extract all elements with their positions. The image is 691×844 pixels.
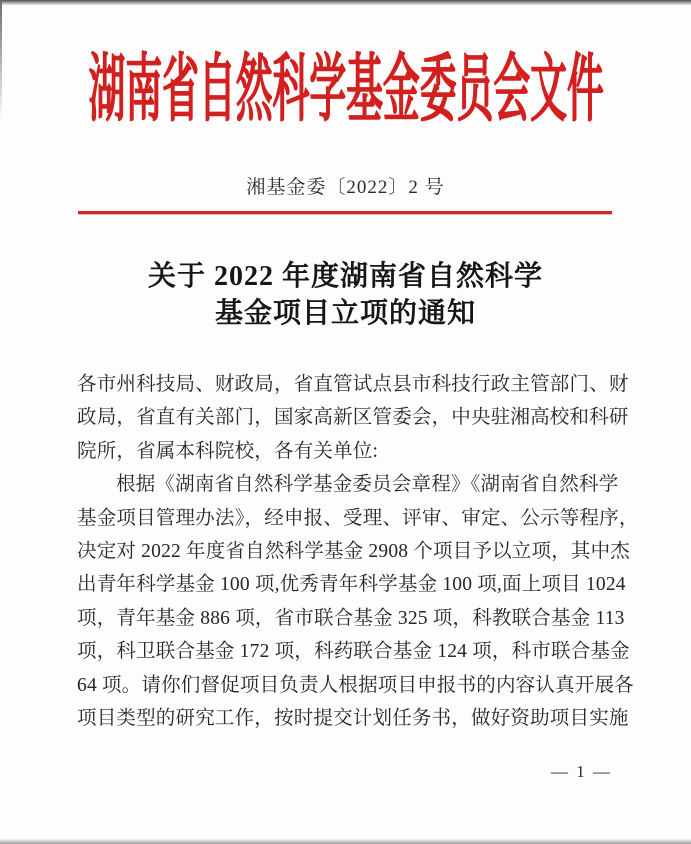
body-line: 各市州科技局、财政局，省直管试点县市科技行政主管部门、财	[77, 374, 629, 395]
body-line: 项，青年基金 886 项，省市联合基金 325 项，科教联合基金 113	[77, 607, 625, 629]
body-line: 院所，省属本科院校，各有关单位:	[77, 440, 379, 462]
body-line: 出青年科学基金 100 项,优秀青年科学基金 100 项,面上项目 1024	[77, 574, 626, 596]
body-line: 项目类型的研究工作，按时提交计划任务书，做好资助项目实施	[77, 707, 629, 729]
document-header-title-text: 湖南省自然科学基金委员会文件	[87, 47, 604, 131]
document-title	[0, 258, 691, 332]
body-line: 决定对 2022 年度省自然科学基金 2908 个项目予以立项，其中杰	[77, 540, 631, 562]
document-title-line-1: 关于 2022 年度湖南省自然科学	[147, 261, 543, 292]
body-line: 基金项目管理办法》，经申报、受理、评审、审定、公示等程序，	[77, 507, 639, 529]
document-header-title	[0, 47, 691, 131]
scan-edge-top	[0, 0, 691, 5]
body-line: 政局，省直有关部门，国家高新区管委会，中央驻湘高校和科研	[77, 407, 629, 429]
body-line: 64 项。请你们督促项目负责人根据项目申报书的内容认真开展各	[77, 674, 634, 696]
page-number: — 1 —	[551, 762, 612, 781]
body-line: 项，科卫联合基金 172 项，科药联合基金 124 项，科市联合基金	[77, 641, 630, 663]
document-title-line-2: 基金项目立项的通知	[214, 298, 476, 329]
body-line: 根据《湖南省自然科学基金委员会章程》《湖南省自然科学	[116, 474, 619, 496]
red-divider-rule	[78, 211, 612, 214]
document-number: 湘基金委〔2022〕2 号	[246, 177, 445, 198]
scan-edge-bottom	[0, 839, 691, 844]
document-body	[77, 368, 639, 735]
